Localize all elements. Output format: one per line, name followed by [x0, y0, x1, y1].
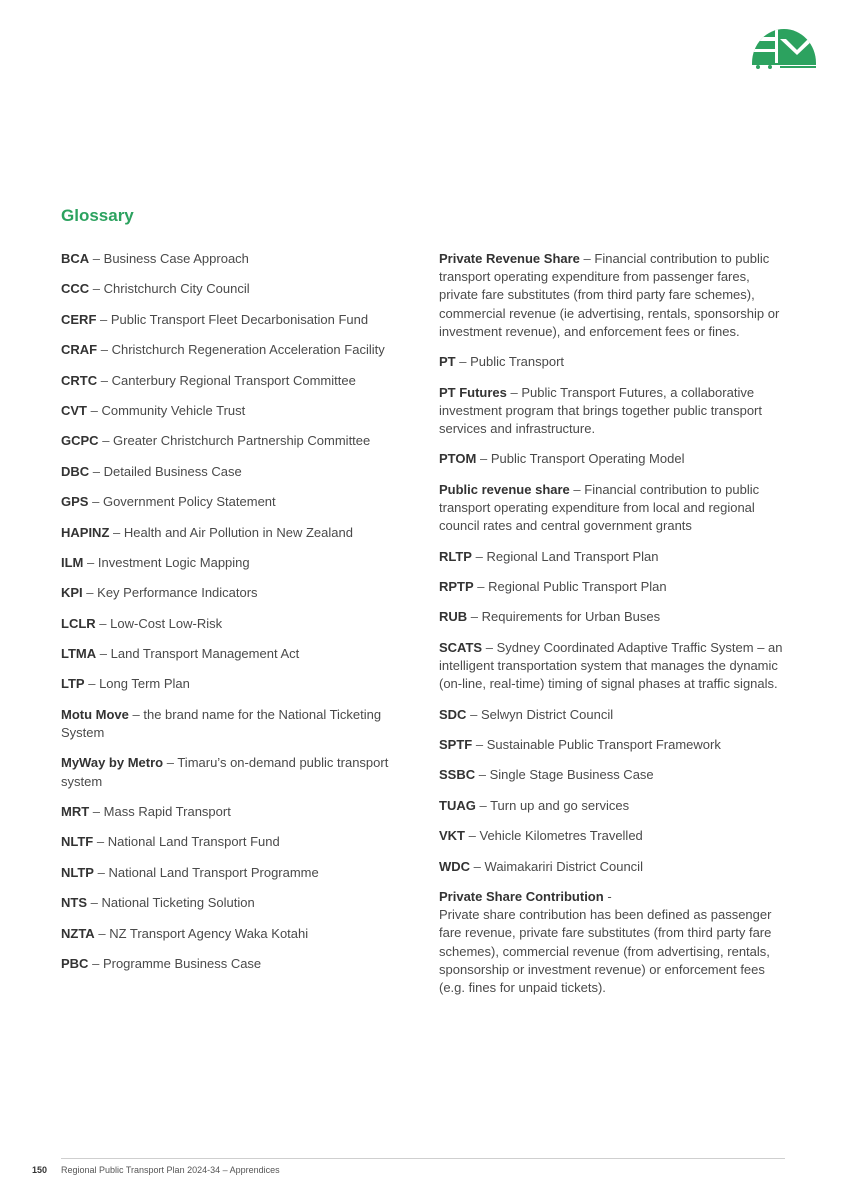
glossary-definition: Christchurch City Council — [103, 281, 250, 297]
glossary-term: CVT — [61, 402, 87, 418]
glossary-term: Private Share Contribution — [439, 888, 604, 904]
glossary-entry — [439, 608, 791, 626]
glossary-separator: – — [113, 524, 121, 540]
glossary-entry — [439, 888, 791, 997]
glossary-definition: Sustainable Public Transport Framework — [486, 736, 721, 752]
glossary-definition: NZ Transport Agency Waka Kotahi — [109, 925, 309, 941]
glossary-entry — [61, 341, 421, 359]
glossary-separator: – — [100, 342, 108, 358]
glossary-term: RUB — [439, 609, 468, 625]
glossary-term: PT — [439, 354, 456, 370]
glossary-separator: – — [477, 578, 485, 594]
glossary-entry — [439, 706, 791, 724]
glossary-entry — [61, 524, 421, 542]
glossary-entry — [61, 864, 421, 882]
glossary-separator: – — [96, 834, 105, 850]
glossary-separator: – — [90, 895, 98, 911]
glossary-definition: Low-Cost Low-Risk — [110, 615, 223, 631]
glossary-separator: - — [607, 888, 612, 904]
page-title: Glossary — [61, 206, 134, 225]
glossary-separator: – — [470, 609, 479, 625]
glossary-definition: Government Policy Statement — [102, 494, 276, 510]
glossary-entry — [61, 615, 421, 633]
glossary-entry — [61, 280, 421, 298]
glossary-entry — [61, 493, 421, 511]
glossary-definition: Public Transport — [470, 354, 565, 370]
glossary-entry — [61, 372, 421, 390]
glossary-definition: Public Transport Operating Model — [490, 451, 685, 467]
glossary-term: Private Revenue Share — [439, 251, 580, 266]
glossary-separator: – — [86, 585, 94, 601]
glossary-entry — [61, 432, 421, 450]
footer-divider — [61, 1158, 785, 1159]
glossary-entry — [61, 894, 421, 912]
glossary-definition: Timaru’s on-demand public transport system — [61, 755, 389, 789]
glossary-entry — [439, 639, 791, 694]
glossary-term: SCATS — [439, 639, 483, 655]
transport-logo-icon — [750, 25, 818, 69]
glossary-term: GCPC — [61, 433, 99, 449]
glossary-entry — [61, 925, 421, 943]
glossary-term: NTS — [61, 895, 87, 911]
glossary-entry — [439, 766, 791, 784]
glossary-term: TUAG — [439, 797, 476, 813]
glossary-separator: – — [166, 755, 174, 771]
glossary-definition: Requirements for Urban Buses — [481, 609, 661, 625]
glossary-entry — [61, 955, 421, 973]
glossary-term: NZTA — [61, 925, 95, 941]
glossary-definition: Regional Land Transport Plan — [486, 548, 659, 564]
glossary-term: HAPINZ — [61, 524, 110, 540]
glossary-separator: – — [583, 251, 591, 266]
glossary-term: VKT — [439, 828, 465, 844]
glossary-term: CRAF — [61, 342, 98, 358]
glossary-separator: – — [99, 615, 107, 631]
glossary-term: LTP — [61, 676, 85, 692]
glossary-definition: Sydney Coordinated Adaptive Traffic System – an intelligent transportation system that manages the dynamic (on-line, real-time) timing of signal phases at traffic signals. — [439, 639, 783, 692]
glossary-term: RPTP — [439, 578, 474, 594]
glossary-right-column — [439, 250, 791, 1009]
glossary-term: Public revenue share — [439, 481, 570, 497]
glossary-separator: – — [92, 281, 101, 297]
glossary-term: DBC — [61, 463, 90, 479]
glossary-definition: Key Performance Indicators — [97, 585, 258, 601]
glossary-entry — [439, 736, 791, 754]
glossary-term: WDC — [439, 858, 471, 874]
glossary-definition: Christchurch Regeneration Acceleration Facility — [111, 342, 385, 358]
glossary-separator: – — [88, 676, 96, 692]
glossary-separator: – — [92, 956, 100, 971]
glossary-term: PTOM — [439, 451, 477, 467]
glossary-definition: Long Term Plan — [99, 676, 190, 692]
glossary-term: GPS — [61, 494, 89, 510]
glossary-term: NLTP — [61, 864, 94, 880]
glossary-definition: Land Transport Management Act — [110, 646, 300, 662]
glossary-term: PT Futures — [439, 384, 507, 400]
glossary-term: LCLR — [61, 615, 96, 631]
glossary-term: KPI — [61, 585, 83, 601]
glossary-separator: – — [459, 354, 467, 370]
glossary-definition: Detailed Business Case — [103, 463, 242, 479]
glossary-entry — [61, 833, 421, 851]
glossary-definition: Canterbury Regional Transport Committee — [111, 372, 356, 388]
glossary-term: NLTF — [61, 834, 94, 850]
glossary-definition: Waimakariri District Council — [484, 858, 643, 874]
glossary-definition: Mass Rapid Transport — [103, 804, 231, 820]
glossary-entry — [61, 754, 421, 790]
glossary-definition: Financial contribution to public transport operating expenditure from passenger fares, private fare substitutes (from third party fare schemes), commercial revenue (ie advertising, rentals, sponsorship or investment revenue), and enforcement fees or fines. — [439, 251, 780, 339]
glossary-term: SDC — [439, 706, 467, 722]
glossary-definition: Health and Air Pollution in New Zealand — [123, 524, 353, 540]
glossary-entry — [61, 311, 421, 329]
glossary-separator: – — [468, 828, 476, 844]
glossary-separator: – — [90, 402, 98, 418]
glossary-separator: – — [473, 858, 481, 874]
glossary-term: ILM — [61, 554, 84, 570]
glossary-separator: – — [132, 706, 140, 722]
glossary-entry — [439, 858, 791, 876]
glossary-separator: – — [475, 548, 483, 564]
glossary-term: CCC — [61, 281, 90, 297]
glossary-definition: Community Vehicle Trust — [101, 402, 246, 418]
glossary-term: RLTP — [439, 548, 472, 564]
glossary-term: MRT — [61, 804, 90, 820]
glossary-definition: Public Transport Fleet Decarbonisation Fund — [110, 311, 369, 327]
glossary-definition: Public Transport Futures, a collaborative investment program that brings together public transport services and infrastructure. — [439, 384, 763, 436]
glossary-entry — [439, 827, 791, 845]
glossary-entry — [61, 706, 421, 742]
glossary-definition: National Land Transport Programme — [108, 864, 319, 880]
glossary-entry — [61, 402, 421, 420]
glossary-definition: Vehicle Kilometres Travelled — [479, 828, 643, 844]
glossary-separator: – — [470, 706, 478, 722]
glossary-entry — [439, 481, 791, 536]
glossary-entry — [61, 675, 421, 693]
glossary-term: LTMA — [61, 646, 97, 662]
glossary-term: MyWay by Metro — [61, 755, 164, 771]
glossary-separator: – — [98, 925, 106, 941]
glossary-entry — [439, 578, 791, 596]
glossary-separator: – — [102, 433, 110, 449]
glossary-term: Motu Move — [61, 706, 129, 722]
glossary-entry — [439, 797, 791, 815]
glossary-separator: – — [475, 736, 484, 752]
glossary-separator: – — [510, 384, 518, 400]
glossary-definition: Selwyn District Council — [480, 706, 614, 722]
glossary-entry — [61, 554, 421, 572]
glossary-separator: – — [87, 554, 95, 570]
glossary-separator: – — [92, 494, 100, 510]
glossary-separator: – — [479, 797, 487, 813]
glossary-term: PBC — [61, 956, 89, 971]
glossary-entry — [439, 250, 791, 341]
glossary-term: BCA — [61, 251, 90, 266]
glossary-term: CERF — [61, 311, 97, 327]
glossary-separator: – — [100, 311, 108, 327]
glossary-entry — [61, 645, 421, 663]
glossary-term: SSBC — [439, 767, 476, 783]
glossary-entry — [61, 803, 421, 821]
glossary-separator: – — [478, 767, 486, 783]
page-number: 150 — [32, 1165, 48, 1175]
footer-document-title: Regional Public Transport Plan 2024-34 – Apprendices — [61, 1165, 280, 1175]
glossary-entry — [439, 384, 791, 439]
glossary-definition: Financial contribution to public transport operating expenditure from local and regional council rates and central government grants — [439, 481, 760, 534]
glossary-definition: National Land Transport Fund — [107, 834, 280, 850]
glossary-separator: – — [92, 251, 101, 266]
glossary-separator: – — [100, 372, 108, 388]
glossary-separator: – — [97, 864, 105, 880]
glossary-entry — [61, 250, 421, 268]
glossary-definition: Regional Public Transport Plan — [488, 578, 667, 594]
glossary-separator: – — [99, 646, 107, 662]
glossary-separator: – — [92, 463, 101, 479]
glossary-separator: – — [485, 639, 493, 655]
glossary-entry — [61, 584, 421, 602]
glossary-definition: Single Stage Business Case — [489, 767, 654, 783]
glossary-left-column — [61, 250, 421, 985]
glossary-definition: Investment Logic Mapping — [97, 554, 250, 570]
glossary-definition: the brand name for the National Ticketing System — [61, 706, 382, 741]
glossary-entry — [439, 353, 791, 371]
glossary-definition: Turn up and go services — [490, 797, 630, 813]
glossary-entry — [439, 548, 791, 566]
glossary-entry — [439, 450, 791, 468]
glossary-definition: Business Case Approach — [103, 251, 249, 266]
glossary-separator: – — [573, 481, 581, 497]
glossary-separator: – — [479, 451, 488, 467]
glossary-term: SPTF — [439, 736, 473, 752]
glossary-definition: Greater Christchurch Partnership Committee — [113, 433, 371, 449]
glossary-definition: National Ticketing Solution — [101, 895, 255, 911]
glossary-entry — [61, 463, 421, 481]
glossary-separator: – — [92, 804, 101, 820]
glossary-definition: Programme Business Case — [102, 956, 262, 971]
glossary-definition: Private share contribution has been defined as passenger fare revenue, private fare substitutes (from third party fare schemes), commercial revenue (from advertising, rentals, sponsorship or investment revenue) or enforcement fees (e.g. fines for unpaid tickets). — [439, 907, 772, 995]
glossary-term: CRTC — [61, 372, 98, 388]
